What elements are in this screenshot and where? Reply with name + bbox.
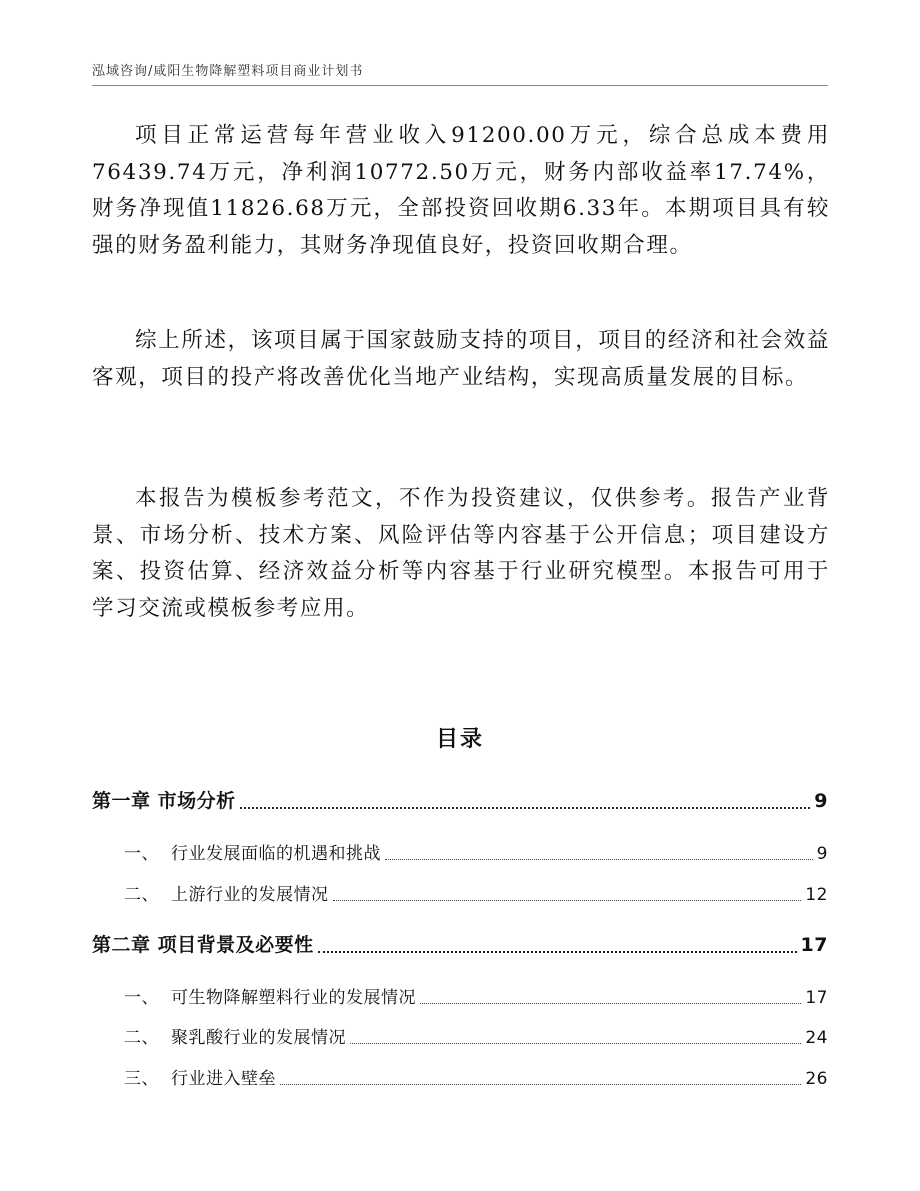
toc-dot-leader xyxy=(350,1043,801,1044)
paragraph-conclusion xyxy=(92,323,830,396)
toc-entry-label: 上游行业的发展情况 xyxy=(171,885,329,905)
toc-page-number: 17 xyxy=(805,988,828,1008)
paragraph-text: 综上所述，该项目属于国家鼓励支持的项目，项目的经济和社会效益客观，项目的投产将改善优化当地产业结构，实现高质量发展的目标。 xyxy=(92,328,830,390)
toc-entry-label: 第二章 项目背景及必要性 xyxy=(92,934,314,956)
toc-page-number: 17 xyxy=(800,934,828,956)
toc-page-number: 26 xyxy=(805,1069,828,1089)
toc-entry-chapter-1[interactable] xyxy=(92,786,828,813)
header-divider xyxy=(92,85,828,86)
toc-entry-label: 聚乳酸行业的发展情况 xyxy=(171,1028,346,1048)
toc-title: 目录 xyxy=(435,727,484,752)
toc-dot-leader xyxy=(240,807,811,809)
toc-entry-section-2-1[interactable] xyxy=(92,983,828,1008)
toc-entry-label: 行业发展面临的机遇和挑战 xyxy=(171,844,381,864)
toc-entry-number: 一、 xyxy=(124,844,159,864)
toc-entry-number: 三、 xyxy=(124,1069,159,1089)
paragraph-disclaimer xyxy=(92,481,830,628)
toc-entry-label: 可生物降解塑料行业的发展情况 xyxy=(171,988,416,1008)
toc-page-number: 12 xyxy=(805,885,828,905)
paragraph-text: 本报告为模板参考范文，不作为投资建议，仅供参考。报告产业背景、市场分析、技术方案、风险评估等内容基于公开信息；项目建设方案、投资估算、经济效益分析等内容基于行业研究模型。本报告可用于学习交流或模板参考应用。 xyxy=(92,486,830,622)
paragraph-financial-summary xyxy=(92,118,830,265)
running-header: 泓域咨询/咸阳生物降解塑料项目商业计划书 xyxy=(92,64,364,79)
toc-entry-section-1-2[interactable] xyxy=(92,880,828,905)
toc-dot-leader xyxy=(420,1003,801,1004)
toc-dot-leader xyxy=(318,951,797,953)
toc-page-number: 9 xyxy=(816,844,828,864)
toc-dot-leader xyxy=(280,1084,801,1085)
toc-dot-leader xyxy=(385,859,813,860)
toc-entry-chapter-2[interactable] xyxy=(92,930,828,957)
toc-entry-section-1-1[interactable] xyxy=(92,839,828,864)
paragraph-text: 项目正常运营每年营业收入91200.00万元，综合总成本费用76439.74万元，净利润10772.50万元，财务内部收益率17.74%，财务净现值11826.68万元，全部投资回收期6.33年。本期项目具有较强的财务盈利能力，其财务净现值良好，投资回收期合理。 xyxy=(92,123,830,259)
toc-dot-leader xyxy=(333,900,802,901)
toc-entry-number: 二、 xyxy=(124,885,159,905)
toc-entry-section-2-2[interactable] xyxy=(92,1023,828,1048)
toc-entry-label: 第一章 市场分析 xyxy=(92,790,236,812)
toc-entry-number: 一、 xyxy=(124,988,159,1008)
toc-entry-label: 行业进入壁垒 xyxy=(171,1069,276,1089)
toc-page-number: 9 xyxy=(814,790,828,812)
toc-entry-section-2-3[interactable] xyxy=(92,1064,828,1089)
toc-entry-number: 二、 xyxy=(124,1028,159,1048)
toc-page-number: 24 xyxy=(805,1028,828,1048)
